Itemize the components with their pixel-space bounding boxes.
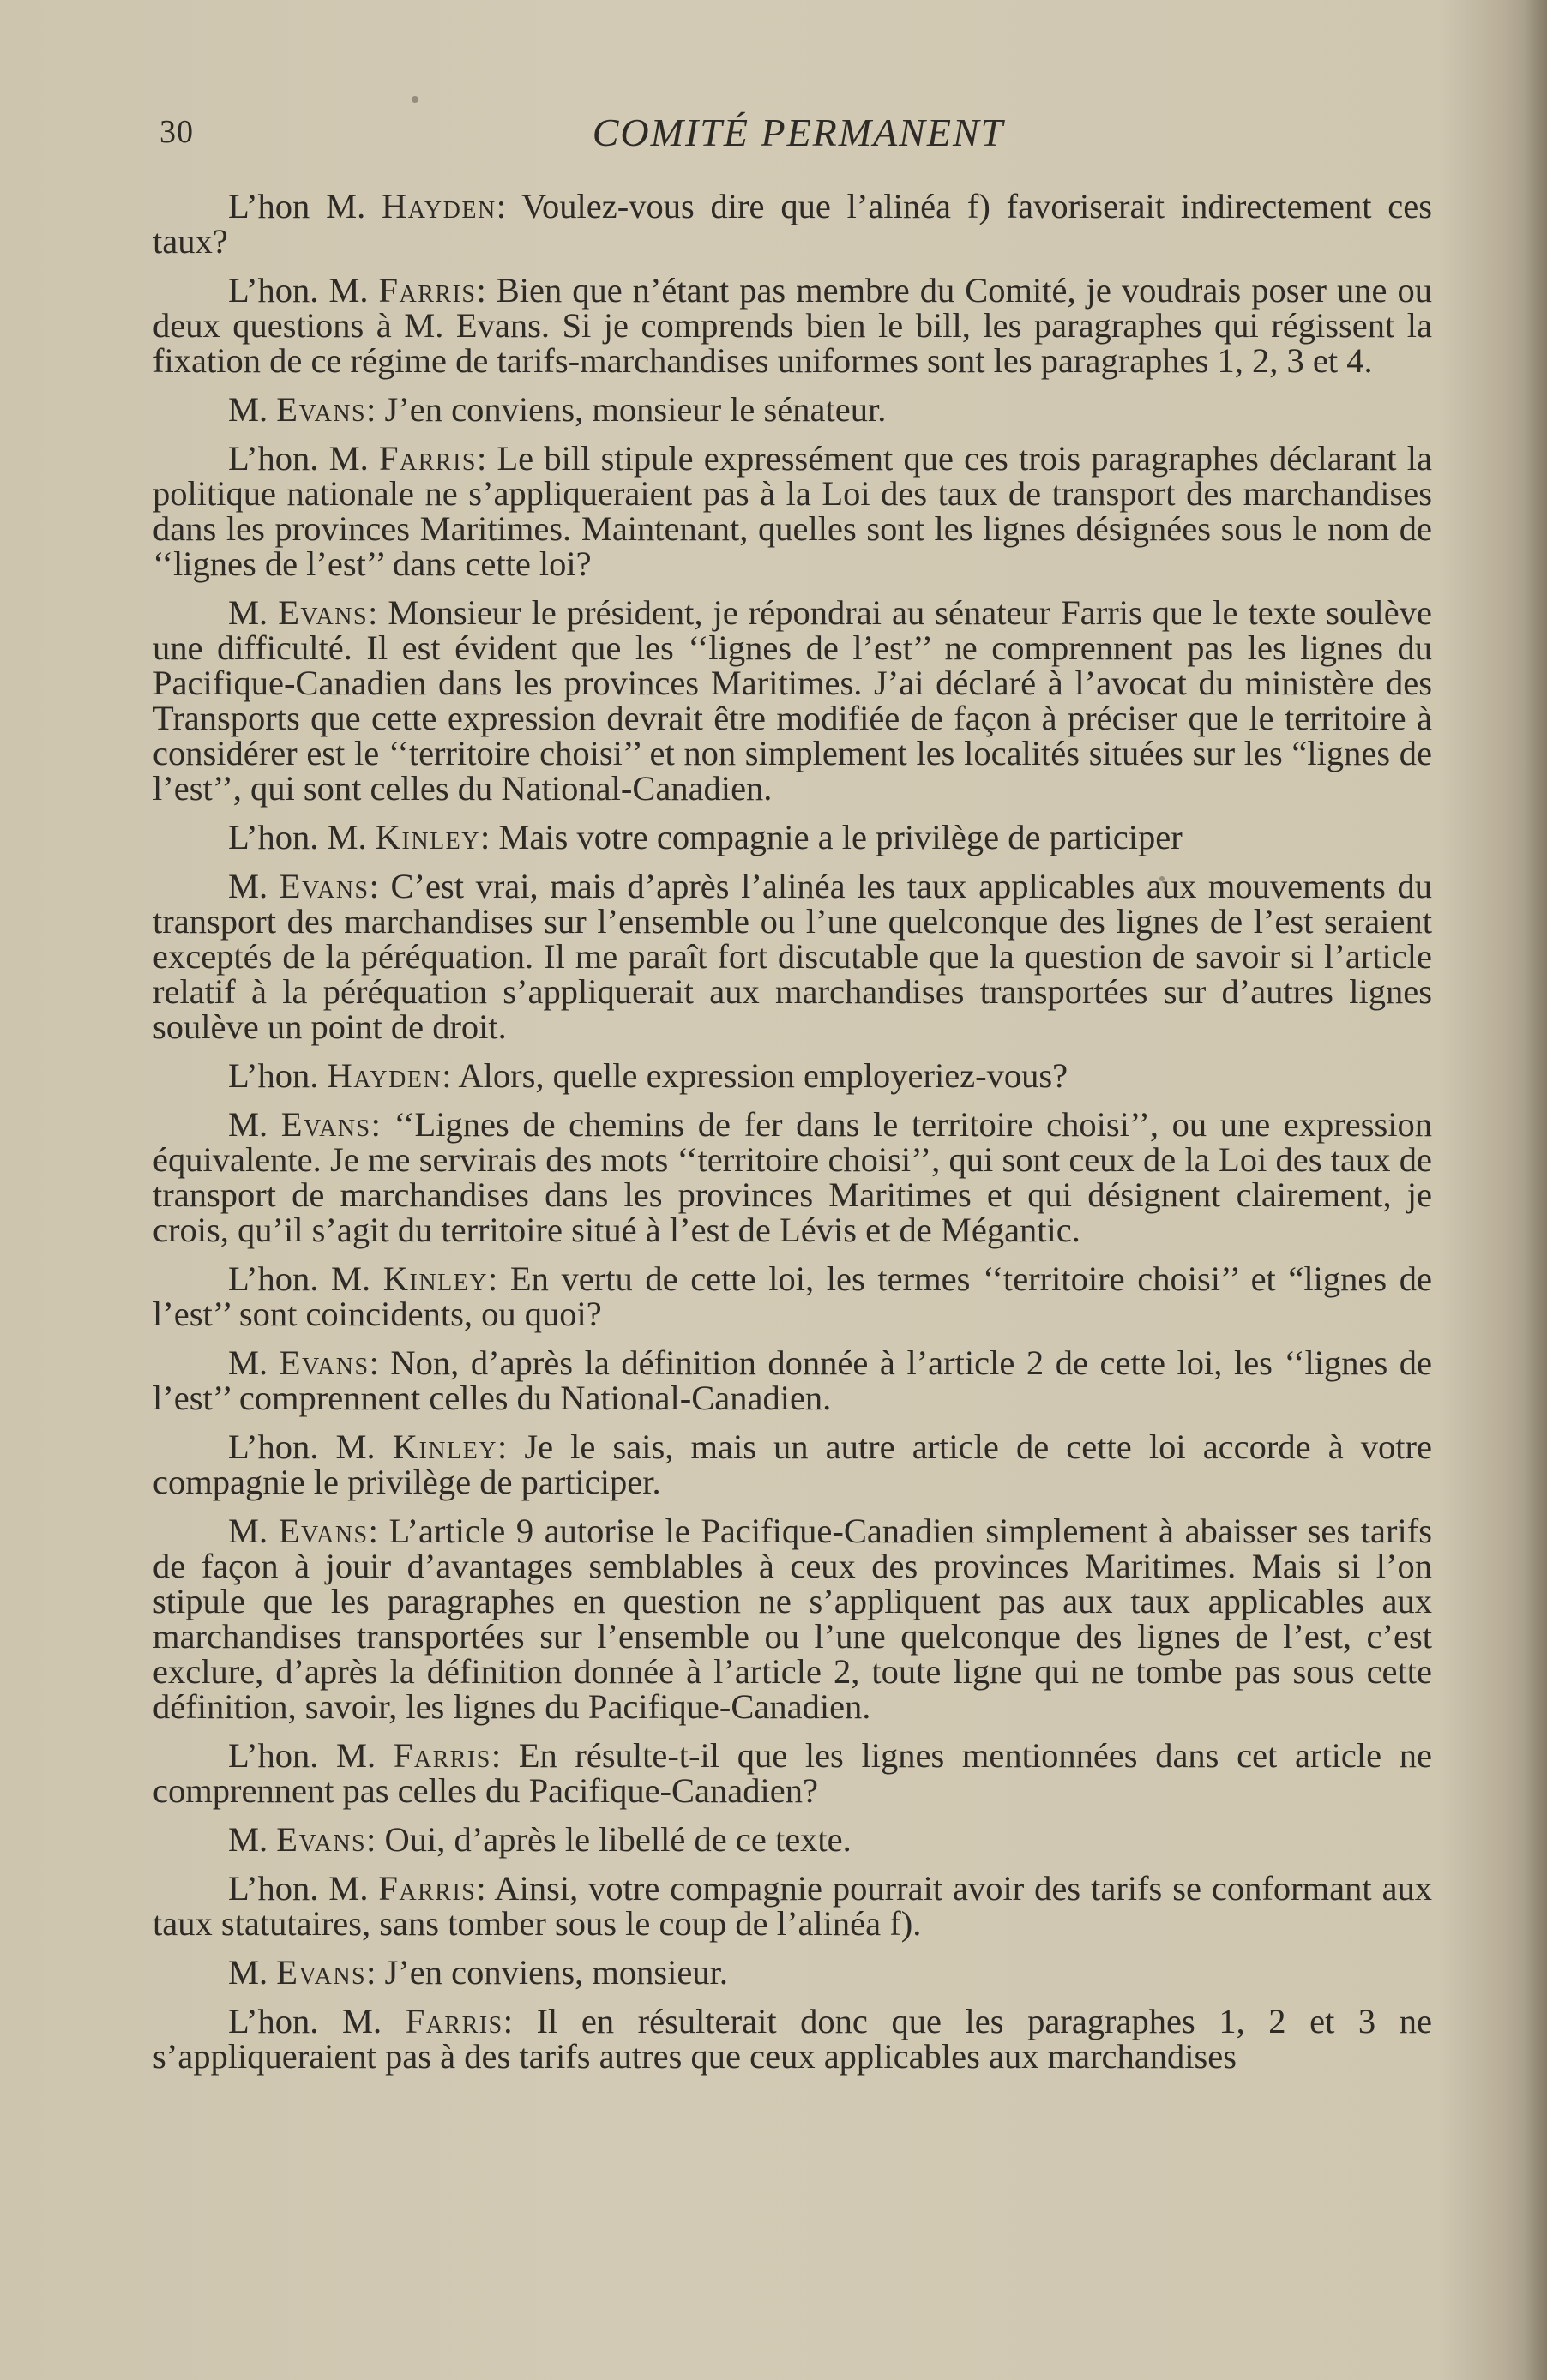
speaker-title: L’hon. M. — [228, 1259, 383, 1298]
transcript-paragraph — [153, 868, 1432, 1044]
speaker-name: Evans — [279, 867, 370, 905]
transcript-paragraph — [153, 1107, 1432, 1247]
speaker-title: L’hon. — [228, 1056, 328, 1095]
speech-text: : En vertu de cette loi, les termes ‘‘territoire choisi’’ et “lignes de l’est’’ sont coincidents, ou quoi? — [153, 1259, 1432, 1333]
transcript-paragraph — [153, 1871, 1432, 1941]
speaker-title: M. — [228, 1343, 280, 1382]
speaker-title: M. — [228, 1953, 277, 1992]
speaker-title: M. — [228, 1820, 277, 1859]
running-title: COMITÉ PERMANENT — [592, 111, 1005, 154]
speaker-name: Kinley — [375, 818, 481, 856]
speaker-name: Farris — [393, 1736, 491, 1775]
speaker-name: Evans — [279, 1343, 370, 1382]
transcript-paragraph — [153, 1345, 1432, 1415]
speaker-title: L’hon. M. — [228, 1869, 379, 1908]
speaker-name: Evans — [276, 1820, 367, 1859]
speech-text: : Mais votre compagnie a le privilège de participer — [480, 818, 1183, 856]
speaker-title: M. — [228, 867, 280, 905]
speech-text: : Alors, quelle expression employeriez-vous? — [442, 1056, 1068, 1095]
speech-text: : Ainsi, votre compagnie pourrait avoir des tarifs se conformant aux taux statutaires, sans tomber sous le coup de l’alinéa f). — [153, 1869, 1432, 1943]
transcript-paragraph — [153, 2004, 1432, 2074]
speaker-name: Farris — [405, 2002, 503, 2040]
speech-text: : Il en résulterait donc que les paragraphes 1, 2 et 3 ne s’appliqueraient pas à des tarifs autres que ceux applicables aux marchandises — [153, 2002, 1432, 2076]
transcript-paragraph — [153, 1955, 1432, 1990]
transcript-paragraph — [153, 1513, 1432, 1724]
speaker-title: M. — [228, 1512, 279, 1550]
speech-text: : Monsieur le président, je répondrai au sénateur Farris que le texte soulève une difficulté. Il est évident que les ‘‘lignes de l’est’’ ne comprennent pas les lignes du Pacifique-Canadien dans les provinces Maritimes. J’ai déclaré à l’avocat du ministère des Transports que cette expression devrait être modifiée de façon à préciser que le territoire à considérer est le ‘‘territoire choisi’’ et non simplement les localités situées sur les “lignes de l’est’’, qui sont celles du National-Canadien. — [153, 593, 1433, 808]
transcript-paragraph — [153, 1429, 1432, 1500]
speaker-name: Kinley — [382, 1259, 489, 1298]
speaker-title: M. — [228, 593, 279, 632]
speaker-name: Farris — [378, 439, 477, 478]
page-header — [160, 113, 1437, 165]
transcript-paragraph — [153, 441, 1432, 581]
speaker-name: Evans — [276, 1953, 367, 1992]
speaker-title: L’hon. M. — [228, 439, 379, 478]
page-edge-shadow — [1525, 0, 1547, 2380]
scan-speck — [412, 96, 418, 103]
speech-text: : Oui, d’après le libellé de ce texte. — [366, 1820, 852, 1859]
page-number: 30 — [160, 114, 194, 150]
speaker-title: L’hon M. — [228, 187, 382, 225]
speech-text: : L’article 9 autorise le Pacifique-Canadien simplement à abaisser ses tarifs de façon à jouir d’avantages semblables à ceux des provinces Maritimes. Mais si l’on stipule que les paragraphes en question ne s’appliquent pas aux taux applicables aux marchandises transportées sur l’ensemble ou l’une quelconque des lignes de l’est, c’est exclure, d’après la définition donnée à l’article 2, toute ligne qui ne tombe pas sous cette définition, savoir, les lignes du Pacifique-Canadien. — [153, 1512, 1432, 1726]
transcript-paragraph — [153, 595, 1432, 806]
speaker-name: Hayden — [382, 187, 497, 225]
transcript-paragraph — [153, 392, 1432, 427]
transcript-paragraph — [153, 820, 1432, 855]
speaker-name: Farris — [378, 271, 477, 310]
transcript-paragraph — [153, 1058, 1432, 1093]
speaker-title: L’hon. M. — [228, 818, 376, 856]
speech-text: : Le bill stipule expressément que ces trois paragraphes déclarant la politique nationale ne s’appliqueraient pas à la Loi des taux de transport des marchandises dans les provinces Maritimes. Maintenant, quelles sont les lignes désignées sous le nom de ‘‘lignes de l’est’’ dans cette loi? — [153, 439, 1432, 583]
transcript-paragraph — [153, 1822, 1432, 1857]
speaker-name: Kinley — [392, 1427, 497, 1466]
speech-text: : En résulte-t-il que les lignes mentionnées dans cet article ne comprennent pas celles du Pacifique-Canadien? — [153, 1736, 1432, 1810]
speech-text: : Bien que n’étant pas membre du Comité, je voudrais poser une ou deux questions à M. Evans. Si je comprends bien le bill, les paragraphes qui régissent la fixation de ce régime de tarifs-marchandises uniformes sont les paragraphes 1, 2, 3 et 4. — [153, 271, 1432, 380]
speech-text: : J’en conviens, monsieur le sénateur. — [366, 390, 887, 429]
body-text — [153, 189, 1432, 2088]
speech-text: : Je le sais, mais un autre article de cette loi accorde à votre compagnie le privilège de participer. — [153, 1427, 1432, 1501]
transcript-paragraph — [153, 1738, 1432, 1808]
speaker-name: Evans — [278, 1512, 369, 1550]
speech-text: : J’en conviens, monsieur. — [366, 1953, 728, 1992]
transcript-paragraph — [153, 1261, 1432, 1331]
speech-text: : ‘‘Lignes de chemins de fer dans le territoire choisi’’, ou une expression équivalente. Je me servirais des mots ‘‘territoire choisi’’, qui sont ceux de la Loi des taux de transport de marchandises dans les provinces Maritimes et qui désignent clairement, je crois, qu’il s’agit du territoire situé à l’est de Lévis et de Mégantic. — [153, 1105, 1432, 1249]
speaker-name: Evans — [280, 1105, 371, 1144]
speaker-name: Evans — [278, 593, 369, 632]
speaker-title: M. — [228, 390, 277, 429]
transcript-paragraph — [153, 189, 1432, 259]
speaker-title: L’hon. M. — [228, 1736, 394, 1775]
speaker-title: L’hon. M. — [228, 271, 379, 310]
transcript-paragraph — [153, 273, 1432, 378]
speaker-name: Hayden — [327, 1056, 442, 1095]
speech-text: : C’est vrai, mais d’après l’alinéa les taux applicables aux mouvements du transport des marchandises sur l’ensemble ou l’une quelconque des lignes de l’est seraient exceptés de la péréquation. Il me paraît fort discutable que la question de savoir si l’article relatif à la péréquation s’appliquerait aux marchandises transportées sur d’autres lignes soulève un point de droit. — [153, 867, 1433, 1046]
speaker-name: Farris — [378, 1869, 477, 1908]
speech-text: : Voulez-vous dire que l’alinéa f) favoriserait indirectement ces taux? — [153, 187, 1432, 261]
speech-text: : Non, d’après la définition donnée à l’article 2 de cette loi, les ‘‘lignes de l’est’’ comprennent celles du National-Canadien. — [153, 1343, 1432, 1417]
speaker-title: L’hon. M. — [228, 2002, 406, 2040]
speaker-name: Evans — [276, 390, 367, 429]
speaker-title: M. — [228, 1105, 281, 1144]
speaker-title: L’hon. M. — [228, 1427, 393, 1466]
